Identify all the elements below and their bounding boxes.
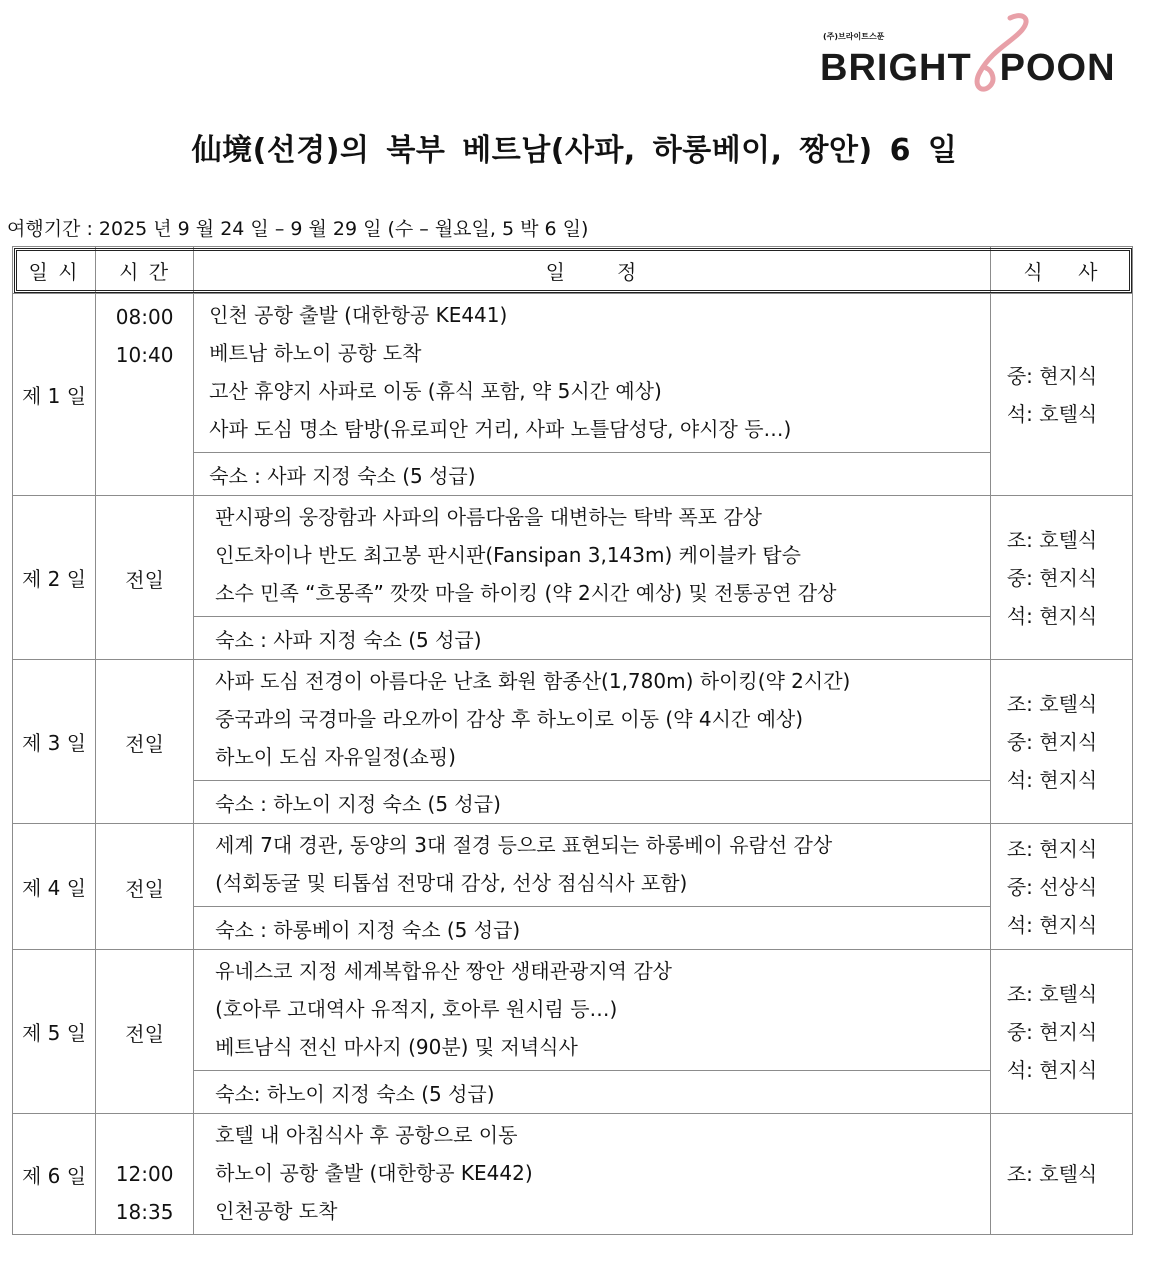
meal-item: 조: 호텔식 <box>1006 1162 1098 1186</box>
header-schedule: 일 정 <box>194 247 991 294</box>
schedule-item: 인천공항 도착 <box>215 1199 338 1223</box>
schedule-items <box>194 660 991 781</box>
table-row-day2 <box>13 496 1133 617</box>
schedule-item: 세계 7대 경관, 동양의 3대 절경 등으로 표현되는 하롱베이 유람선 감상 <box>215 833 833 857</box>
schedule-items <box>194 1114 991 1235</box>
hotel-info: 숙소 : 사파 지정 숙소 (5 성급) <box>194 617 991 660</box>
meal-cell <box>990 1114 1132 1235</box>
table-row-day4 <box>13 824 1133 907</box>
schedule-item: 유네스코 지정 세계복합유산 짱안 생태관광지역 감상 <box>215 959 672 983</box>
meal-item: 석: 현지식 <box>1006 1057 1098 1082</box>
time-value: 18:35 <box>115 1200 174 1224</box>
meal-item: 중: 선상식 <box>1006 874 1098 899</box>
table-header-row <box>13 247 1133 294</box>
travel-period: 여행기간 : 2025 년 9 월 24 일 – 9 월 29 일 (수 – 월요일, 5 박 6 일) <box>7 218 589 240</box>
meal-item: 석: 현지식 <box>1006 912 1098 937</box>
schedule-item: (석회동굴 및 티톱섬 전망대 감상, 선상 점심식사 포함) <box>215 871 688 895</box>
time-cell <box>96 294 194 496</box>
meal-cell <box>990 824 1132 950</box>
schedule-item: 인도차이나 반도 최고봉 판시판(Fansipan 3,143m) 케이블카 탑승 <box>215 543 801 567</box>
meal-item: 조: 호텔식 <box>1006 691 1098 716</box>
meal-item: 석: 현지식 <box>1006 603 1098 628</box>
schedule-items <box>194 294 991 453</box>
logo-company-name: (주)브라이트스푼 <box>823 32 885 41</box>
time-value: 12:00 <box>115 1162 174 1186</box>
day-label: 제 4 일 <box>13 824 96 950</box>
schedule-item: 인천 공항 출발 (대한항공 KE441) <box>209 303 508 327</box>
schedule-item: 하노이 도심 자유일정(쇼핑) <box>215 745 456 769</box>
time-value: 08:00 <box>115 305 174 329</box>
day-label: 제 3 일 <box>13 660 96 824</box>
time-value: 전일 <box>125 731 164 756</box>
schedule-item: 소수 민족 “흐몽족” 깟깟 마을 하이킹 (약 2시간 예상) 및 전통공연 감상 <box>215 581 837 605</box>
day-label: 제 1 일 <box>13 294 96 496</box>
time-cell <box>96 1114 194 1235</box>
meal-item: 조: 호텔식 <box>1006 981 1098 1006</box>
time-value: 10:40 <box>115 343 174 367</box>
meal-item: 중: 현지식 <box>1006 729 1098 754</box>
meal-item: 중: 현지식 <box>1006 363 1098 388</box>
meal-item: 석: 호텔식 <box>1006 401 1098 426</box>
table-row-day6 <box>13 1114 1133 1235</box>
schedule-item: 고산 휴양지 사파로 이동 (휴식 포함, 약 5시간 예상) <box>209 379 662 403</box>
schedule-items <box>194 496 991 617</box>
table-row-day5 <box>13 950 1133 1071</box>
time-value: 전일 <box>125 876 164 901</box>
schedule-item: (호아루 고대역사 유적지, 호아루 원시림 등…) <box>215 997 618 1021</box>
time-cell <box>96 824 194 950</box>
time-value: 전일 <box>125 1021 164 1046</box>
itinerary-table <box>12 246 1133 1235</box>
time-cell <box>96 496 194 660</box>
schedule-item: 호텔 내 아침식사 후 공항으로 이동 <box>215 1123 518 1147</box>
logo-word-poon: POON <box>999 47 1116 89</box>
hotel-info: 숙소 : 하노이 지정 숙소 (5 성급) <box>194 781 991 824</box>
schedule-item: 사파 도심 명소 탐방(유로피안 거리, 사파 노틀담성당, 야시장 등…) <box>209 417 792 441</box>
time-cell <box>96 950 194 1114</box>
schedule-items <box>194 950 991 1071</box>
meal-cell <box>990 294 1132 496</box>
schedule-item: 베트남 하노이 공항 도착 <box>209 341 422 365</box>
day-label: 제 6 일 <box>13 1114 96 1235</box>
meal-item: 조: 현지식 <box>1006 836 1098 861</box>
header-meal: 식 사 <box>990 247 1132 294</box>
hotel-info: 숙소: 하노이 지정 숙소 (5 성급) <box>194 1071 991 1114</box>
schedule-item: 하노이 공항 출발 (대한항공 KE442) <box>215 1161 533 1185</box>
hotel-info: 숙소 : 사파 지정 숙소 (5 성급) <box>194 453 991 496</box>
table-row-day3 <box>13 660 1133 781</box>
time-value: 전일 <box>125 567 164 592</box>
meal-cell <box>990 496 1132 660</box>
schedule-items <box>194 824 991 907</box>
hotel-info: 숙소 : 하롱베이 지정 숙소 (5 성급) <box>194 907 991 950</box>
meal-cell <box>990 950 1132 1114</box>
schedule-item: 베트남식 전신 마사지 (90분) 및 저녁식사 <box>215 1035 578 1059</box>
page-title: 仙境(선경)의 북부 베트남(사파, 하롱베이, 짱안) 6 일 <box>191 133 958 168</box>
schedule-item: 판시팡의 웅장함과 사파의 아름다움을 대변하는 탁박 폭포 감상 <box>215 505 762 529</box>
logo-wordmark <box>820 48 1116 88</box>
meal-item: 중: 현지식 <box>1006 1019 1098 1044</box>
meal-item: 중: 현지식 <box>1006 565 1098 590</box>
time-cell <box>96 660 194 824</box>
header-time: 시 간 <box>96 247 194 294</box>
table-row-day1 <box>13 294 1133 453</box>
meal-cell <box>990 660 1132 824</box>
day-label: 제 5 일 <box>13 950 96 1114</box>
meal-item: 석: 현지식 <box>1006 767 1098 792</box>
header-day: 일 시 <box>13 247 96 294</box>
day-label: 제 2 일 <box>13 496 96 660</box>
meal-item: 조: 호텔식 <box>1006 527 1098 552</box>
schedule-item: 사파 도심 전경이 아름다운 난초 화원 함종산(1,780m) 하이킹(약 2시간) <box>215 669 851 693</box>
logo-word-bright: BRIGHT <box>820 47 972 89</box>
company-logo <box>820 10 1130 95</box>
schedule-item: 중국과의 국경마을 라오까이 감상 후 하노이로 이동 (약 4시간 예상) <box>215 707 804 731</box>
